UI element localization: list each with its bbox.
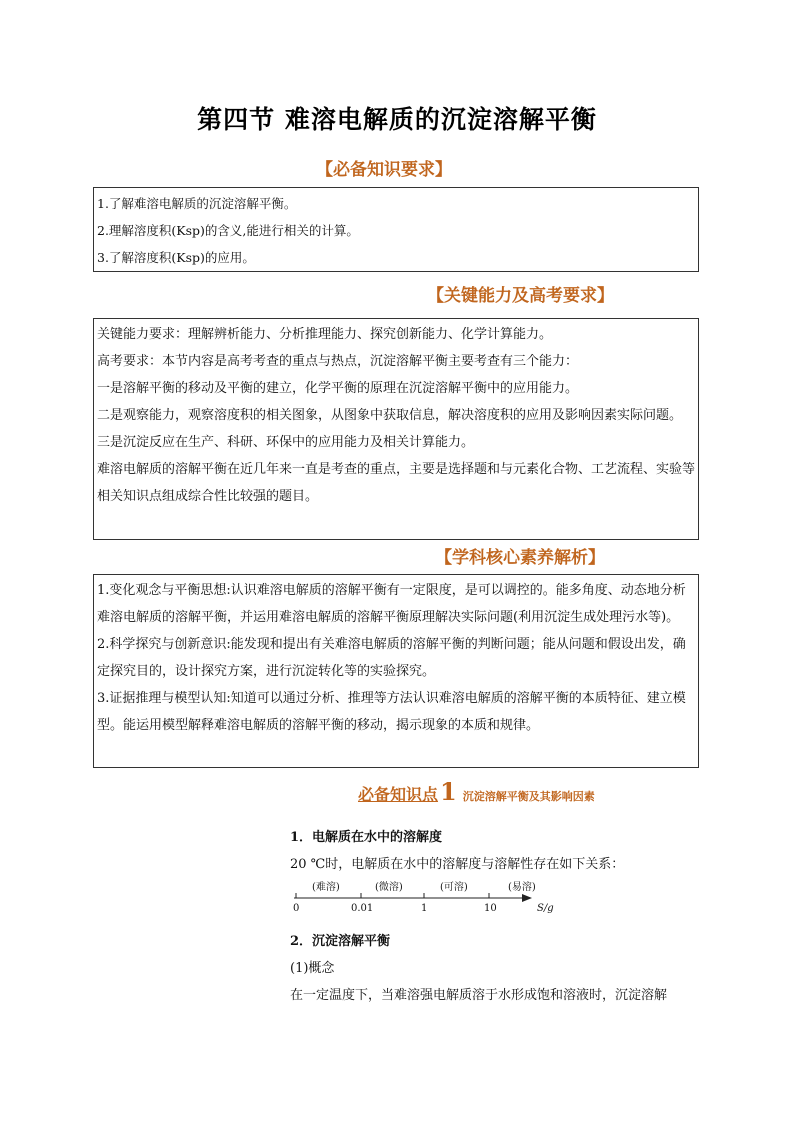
- requirement-item: 2.理解溶度积(Ksp)的含义,能进行相关的计算。: [97, 223, 359, 238]
- axis-tick-label: 0.01: [351, 903, 374, 914]
- ability-line: 关键能力要求：理解辨析能力、分析推理能力、探究创新能力、化学计算能力。: [97, 327, 553, 342]
- section-heading-core-literacy: 【学科核心素养解析】: [435, 548, 605, 568]
- section-heading-knowledge-requirements: 【必备知识要求】: [316, 160, 452, 180]
- knowledge-point-number: 1: [440, 777, 457, 806]
- paragraph-concept: 在一定温度下，当难溶强电解质溶于水形成饱和溶液时，沉淀溶解: [290, 988, 668, 1003]
- paragraph-solubility: 20 ℃时，电解质在水中的溶解度与溶解性存在如下关系：: [290, 857, 625, 872]
- ability-line: 高考要求：本节内容是高考考查的重点与热点，沉淀溶解平衡主要考查有三个能力：: [97, 354, 579, 369]
- literacy-item: 1.变化观念与平衡思想:认识难溶电解质的溶解平衡有一定限度，是可以调控的。能多角度、动态地分析难溶电解质的溶解平衡，并运用难溶电解质的溶解平衡原理解决实际问题(利用沉淀生成处理污水等)。: [97, 583, 686, 625]
- literacy-item: 3.证据推理与模型认知:知道可以通过分析、推理等方法认识难溶电解质的溶解平衡的本质特征、建立模型。能运用模型解释难溶电解质的溶解平衡的移动，揭示现象的本质和规律。: [97, 691, 686, 733]
- key-abilities-box: [93, 318, 699, 540]
- knowledge-requirements-box: [93, 187, 699, 272]
- axis-category-label: (难溶): [312, 882, 340, 893]
- axis-tick-label: 10: [484, 903, 497, 914]
- knowledge-point-heading: [358, 777, 595, 806]
- solubility-axis: [290, 890, 540, 906]
- axis-tick-label: 1: [421, 903, 428, 914]
- axis-unit-label: S/g: [537, 903, 554, 914]
- literacy-item: 2.科学探究与创新意识:能发现和提出有关难溶电解质的溶解平衡的判断问题；能从问题和假设出发，确定探究目的，设计探究方案，进行沉淀转化等的实验探究。: [97, 637, 686, 679]
- axis-category-label: (可溶): [440, 882, 468, 893]
- heading-solubility: 1．电解质在水中的溶解度: [290, 830, 443, 845]
- axis-category-label: (微溶): [375, 882, 403, 893]
- section-heading-key-abilities: 【关键能力及高考要求】: [427, 286, 614, 306]
- requirement-item: 3.了解溶度积(Ksp)的应用。: [97, 250, 255, 265]
- requirement-item: 1.了解难溶电解质的沉淀溶解平衡。: [97, 196, 297, 211]
- axis-arrow: [522, 894, 532, 902]
- axis-tick-label: 0: [293, 903, 300, 914]
- ability-line: 二是观察能力，观察溶度积的相关图象，从图象中获取信息，解决溶度积的应用及影响因素实际问题。: [97, 408, 683, 423]
- core-literacy-box: [93, 574, 699, 768]
- ability-line: 一是溶解平衡的移动及平衡的建立，化学平衡的原理在沉淀溶解平衡中的应用能力。: [97, 381, 579, 396]
- knowledge-point-title: 必备知识点: [358, 785, 439, 804]
- ability-line: 难溶电解质的溶解平衡在近几年来一直是考查的重点，主要是选择题和与元素化合物、工艺流程、实验等相关知识点组成综合性比较强的题目。: [97, 462, 696, 504]
- axis-category-label: (易溶): [508, 882, 536, 893]
- page-title: 第四节 难溶电解质的沉淀溶解平衡: [197, 105, 597, 134]
- heading-equilibrium: 2．沉淀溶解平衡: [290, 934, 391, 949]
- subheading-concept: (1)概念: [290, 961, 335, 976]
- knowledge-point-subtitle: 沉淀溶解平衡及其影响因素: [462, 790, 595, 803]
- ability-line: 三是沉淀反应在生产、科研、环保中的应用能力及相关计算能力。: [97, 435, 475, 450]
